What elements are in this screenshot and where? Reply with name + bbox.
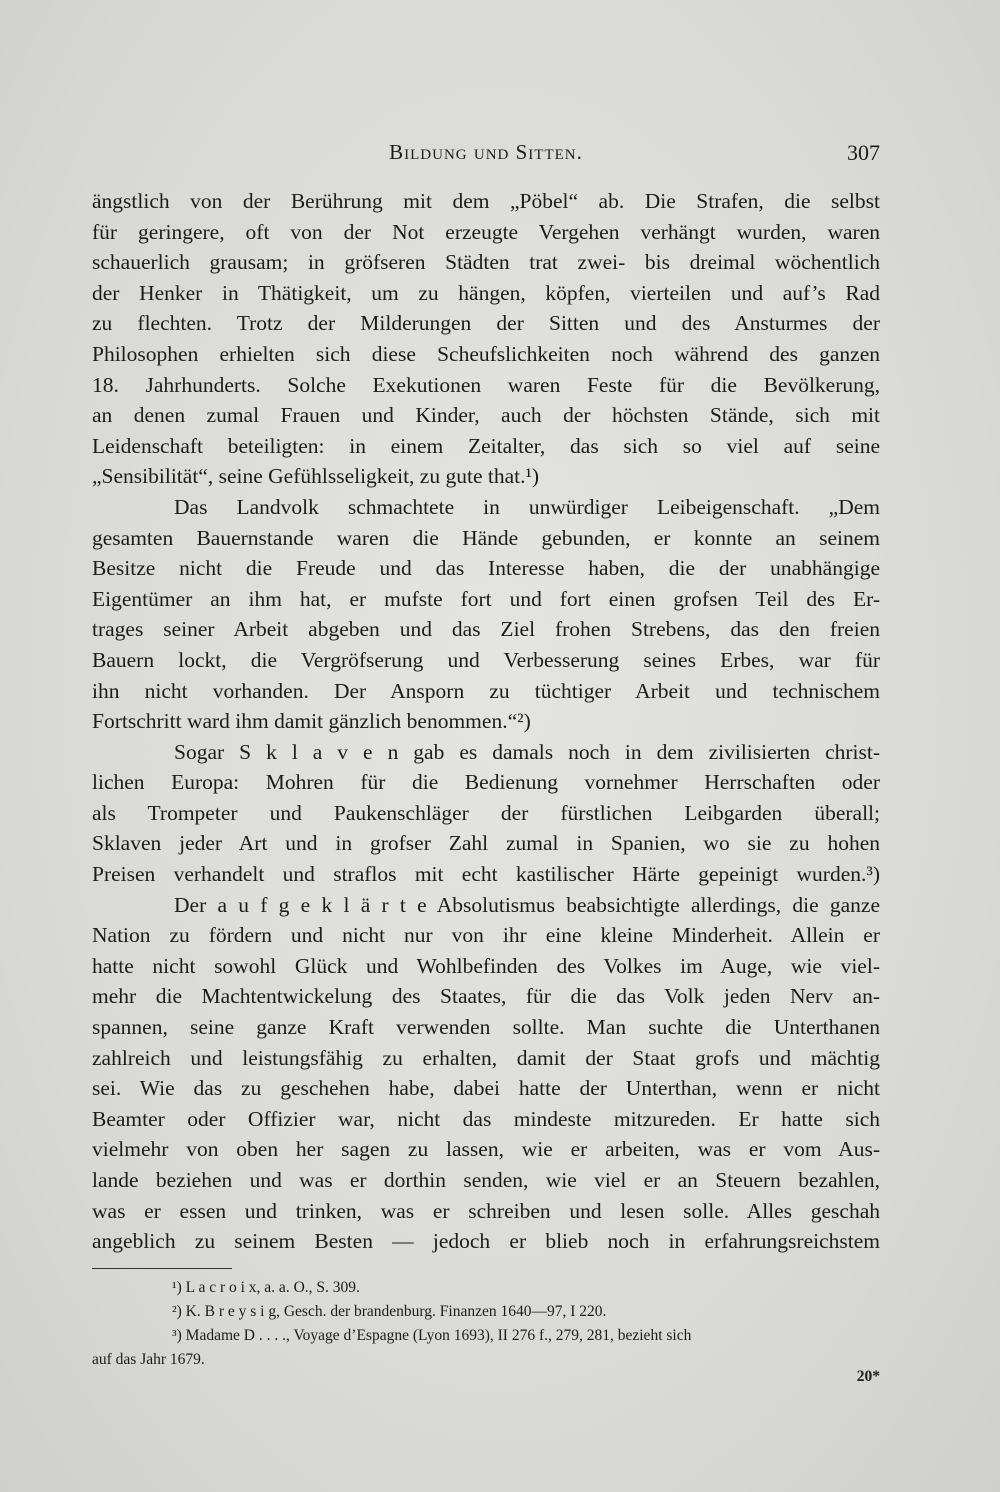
footnote-3: ³) Madame D . . . ., Voyage d’Espagne (Lyon 1693), II 276 f., 279, 281, bezieht sich — [172, 1327, 692, 1344]
text-line: Eigentümer an ihm hat, er mufste fort und fort einen grofsen Teil des Er- — [92, 586, 880, 611]
page-number: 307 — [847, 140, 880, 165]
text-line: schauerlich grausam; in gröfseren Städten trat zwei- bis dreimal wöchentlich — [92, 250, 880, 275]
paragraph-start-line: Der a u f g e k l ä r t e Absolutismus beabsichtigte allerdings, die ganze — [174, 892, 880, 917]
text-line: Sklaven jeder Art und in grofser Zahl zumal in Spanien, wo sie zu hohen — [92, 831, 880, 856]
text-line: lande beziehen und was er dorthin senden, wie viel er an Steuern bezahlen, — [92, 1168, 880, 1192]
footnote-3-continuation: auf das Jahr 1679. — [92, 1351, 205, 1368]
footnote-rule — [92, 1268, 232, 1269]
text-line: Leidenschaft beteiligten: in einem Zeitalter, das sich so viel auf seine — [92, 433, 880, 458]
text-line: spannen, seine ganze Kraft verwenden sollte. Man suchte die Unterthanen — [92, 1015, 880, 1040]
printer-signature: 20* — [856, 1368, 880, 1385]
text-line: Nation zu fördern und nicht nur von ihr eine kleine Minderheit. Allein er — [92, 923, 880, 948]
text-line: was er essen und trinken, was er schreiben und lesen solle. Alles geschah — [92, 1198, 880, 1223]
footnote-2: ²) K. B r e y s i g, Gesch. der brandenburg. Finanzen 1640—97, I 220. — [172, 1303, 607, 1320]
text-line: angeblich zu seinem Besten — jedoch er blieb noch in erfahrungsreichstem — [92, 1229, 880, 1254]
text-line: ihn nicht vorhanden. Der Ansporn zu tüchtiger Arbeit und technischem — [92, 678, 880, 703]
footnotes — [92, 1276, 880, 1372]
text-line: 18. Jahrhunderts. Solche Exekutionen waren Feste für die Bevölkerung, — [92, 372, 880, 397]
body-text — [92, 186, 880, 1257]
paragraph-start-line: Das Landvolk schmachtete in unwürdiger Leibeigenschaft. „Dem — [174, 494, 880, 519]
text-line: Preisen verhandelt und straflos mit echt kastilischer Härte gepeinigt wurden.³) — [92, 862, 880, 887]
page-header — [92, 140, 880, 170]
text-line: Philosophen erhielten sich diese Scheufslichkeiten noch während des ganzen — [92, 341, 880, 366]
running-title: Bildung und Sitten. — [389, 140, 583, 164]
text-line: Fortschritt ward ihm damit gänzlich benommen.“²) — [92, 709, 531, 734]
text-line: zu flechten. Trotz der Milderungen der Sitten und des Ansturmes der — [92, 311, 880, 336]
text-line: sei. Wie das zu geschehen habe, dabei hatte der Unterthan, wenn er nicht — [92, 1076, 880, 1101]
text-line: zahlreich und leistungsfähig zu erhalten, damit der Staat grofs und mächtig — [92, 1045, 880, 1070]
text-line: trages seiner Arbeit abgeben und das Ziel frohen Strebens, das den freien — [92, 617, 880, 642]
text-line: mehr die Machtentwickelung des Staates, für die das Volk jeden Nerv an- — [92, 984, 880, 1009]
text-line: gesamten Bauernstande waren die Hände gebunden, er konnte an seinem — [92, 525, 880, 550]
text-line: ängstlich von der Berührung mit dem „Pöbel“ ab. Die Strafen, die selbst — [92, 189, 880, 213]
text-line: „Sensibilität“, seine Gefühlsseligkeit, zu gute that.¹) — [92, 464, 540, 489]
text-line: Bauern lockt, die Vergröfserung und Verbesserung seines Erbes, war für — [92, 647, 880, 672]
text-line: für geringere, oft von der Not erzeugte Vergehen verhängt wurden, waren — [92, 219, 880, 244]
text-line: Besitze nicht die Freude und das Interesse haben, die der unabhängige — [92, 556, 880, 581]
text-line: vielmehr von oben her sagen zu lassen, wie er arbeiten, was er vom Aus- — [92, 1137, 880, 1162]
paragraph-start-line: Sogar S k l a v e n gab es damals noch in dem zivilisierten christ- — [174, 739, 880, 764]
text-line: hatte nicht sowohl Glück und Wohlbefinden des Volkes im Auge, wie viel- — [92, 953, 880, 978]
text-line: lichen Europa: Mohren für die Bedienung vornehmer Herrschaften oder — [92, 770, 880, 795]
text-line: der Henker in Thätigkeit, um zu hängen, köpfen, vierteilen und auf’s Rad — [92, 280, 880, 305]
text-line: an denen zumal Frauen und Kinder, auch der höchsten Stände, sich mit — [92, 403, 880, 428]
text-line: als Trompeter und Paukenschläger der fürstlichen Leibgarden überall; — [92, 800, 880, 825]
footnote-1: ¹) L a c r o i x, a. a. O., S. 309. — [172, 1279, 360, 1296]
text-line: Beamter oder Offizier war, nicht das mindeste mitzureden. Er hatte sich — [92, 1106, 880, 1131]
